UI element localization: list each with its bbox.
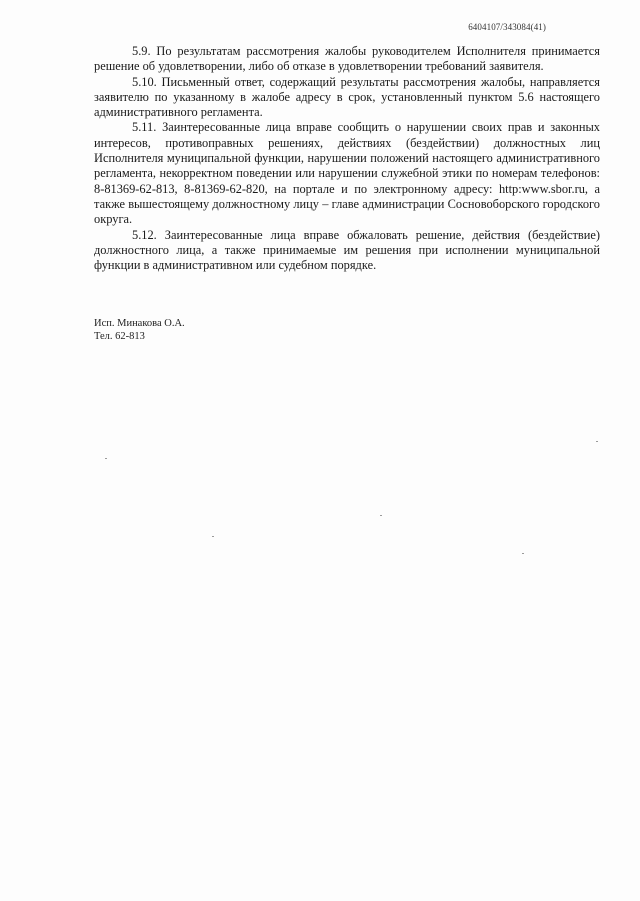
executor-name: Исп. Минакова О.А. bbox=[94, 318, 185, 329]
paragraph-5-11: 5.11. Заинтересованные лица вправе сообщить о нарушении своих прав и законных интересов, противоправных решениях, действиях (бездействии) должностных лиц Исполнителя муниципальной функции, нарушении положений настоящего административного регламента, некорректном поведении или нарушении служебной этики по номерам телефонов: 8-81369-62-813, 8-81369-62-820, на портале и по электронному адресу: http:www.sbor.ru, а также вышестоящему должностному лицу – главе администрации Сосновоборского городского округа. bbox=[94, 120, 600, 227]
executor-phone: Тел. 62-813 bbox=[94, 331, 145, 342]
scan-speck bbox=[212, 536, 214, 537]
scan-speck bbox=[105, 458, 107, 459]
scan-speck bbox=[596, 441, 598, 442]
paragraph-5-9: 5.9. По результатам рассмотрения жалобы руководителем Исполнителя принимается решение об удовлетворении, либо об отказе в удовлетворении требований заявителя. bbox=[94, 44, 600, 74]
executor-note bbox=[94, 317, 185, 343]
document-body bbox=[94, 44, 600, 273]
scan-speck bbox=[380, 515, 382, 516]
scan-speck bbox=[522, 553, 524, 554]
document-id: 6404107/343084(41) bbox=[468, 22, 546, 32]
paragraph-5-12: 5.12. Заинтересованные лица вправе обжаловать решение, действия (бездействие) должностного лица, а также принимаемые им решения при исполнении муниципальной функции в административном или судебном порядке. bbox=[94, 227, 600, 273]
paragraph-5-10: 5.10. Письменный ответ, содержащий результаты рассмотрения жалобы, направляется заявителю по указанному в жалобе адресу в срок, установленный пунктом 5.6 настоящего административного регламента. bbox=[94, 74, 600, 120]
